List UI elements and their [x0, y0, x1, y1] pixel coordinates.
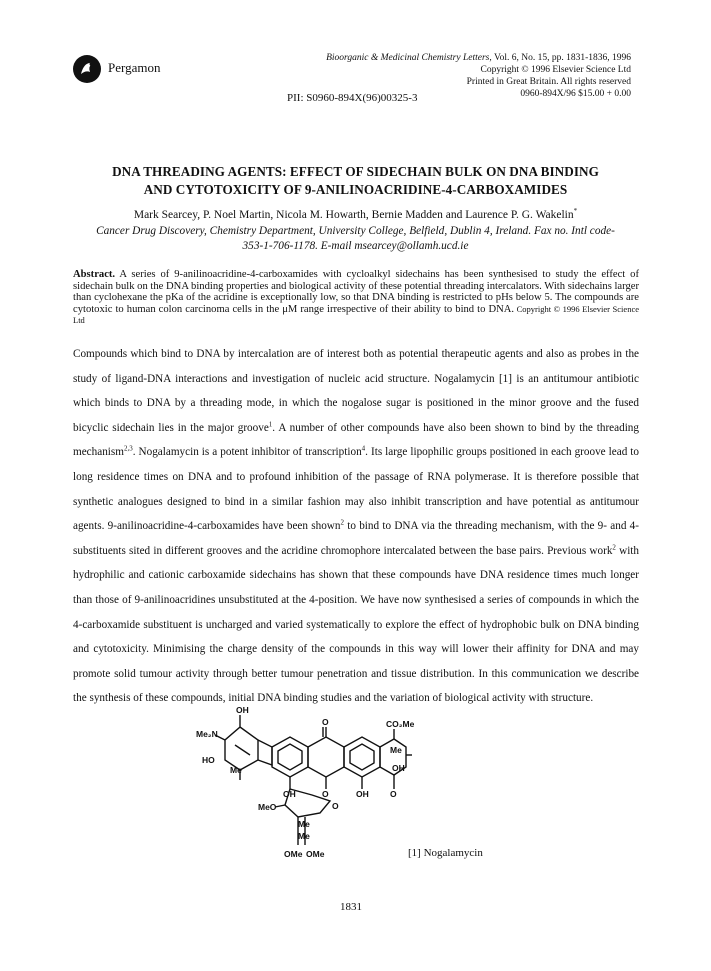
abstract: [73, 269, 639, 327]
label-ome-1: OMe: [284, 849, 303, 859]
paper-title: [60, 163, 651, 198]
label-me-right: Me: [390, 745, 402, 755]
citation-ref: 1: [268, 420, 273, 429]
authors: [60, 208, 651, 223]
journal-citation: [326, 52, 631, 64]
label-ketone-o: O: [322, 717, 329, 727]
citation-ref: 2: [340, 518, 344, 527]
label-sugar-me-1: Me: [298, 819, 310, 829]
pii: PII: S0960-894X(96)00325-3: [287, 92, 418, 104]
label-o-bottom-2: O: [390, 789, 397, 799]
abstract-text: A series of 9-anilinoacridine-4-carboxamides with cycloalkyl sidechains has been synthesised to study the effect of sidechain bulk on the DNA binding properties and biological activity of these potential threading intercalators. With sidechains larger than cyclohexane the pKa of the acridine is exceptionally low, so that DNA binding is restricted to pHs below 5. The compounds are cytotoxic to human colon carcinoma cells in the μM range irrespective of their ability to bind to DNA.: [73, 269, 639, 315]
label-o-bottom: O: [322, 789, 329, 799]
corresponding-mark: *: [573, 207, 578, 216]
citation-ref: 4: [361, 444, 366, 453]
label-oh-right: OH: [392, 763, 405, 773]
label-nme2: Me₂N: [196, 729, 218, 739]
body-text-3: . Nogalamycin is a potent inhibitor of transcription: [132, 446, 362, 459]
abstract-copyright: Copyright © 1996 Elsevier Science Ltd: [73, 303, 639, 326]
page-number: 1831: [340, 901, 362, 913]
pergamon-logo: [72, 54, 102, 84]
journal-ref: Vol. 6, No. 15, pp. 1831-1836, 1996: [491, 53, 631, 63]
copyright-line: Copyright © 1996 Elsevier Science Ltd: [480, 65, 631, 75]
body-text-6: with hydrophilic and cationic carboxamide sidechains has shown that these compounds have DNA residence times much longer than those of 9-anilinoacridines unsubstituted at the 4-position. We have now synthesised a series of compounds in which the 4-carboxamide substituent is uncharged and varied systematically to explore the effect of hydrophobic bulk on DNA binding and cytotoxicity. Minimising the charge density of the compounds in this way will lower their affinity for DNA and may promote solid tumour activity through better tumour penetration and tissue distribution. In this communication we describe the synthesis of these compounds, initial DNA binding studies and the variation of biological activity with structure.: [73, 544, 640, 705]
label-co2me: CO₂Me: [386, 719, 415, 729]
title-line-1: DNA THREADING AGENTS: EFFECT OF SIDECHAIN BULK ON DNA BINDING: [112, 164, 599, 179]
title-line-2: AND CYTOTOXICITY OF 9-ANILINOACRIDINE-4-CARBOXAMIDES: [143, 181, 568, 197]
citation-ref: 2: [612, 543, 616, 552]
structure-bonds: [215, 715, 412, 845]
label-ome-2: OMe: [306, 849, 325, 859]
figure-caption: [1] Nogalamycin: [408, 847, 483, 859]
author-list: Mark Searcey, P. Noel Martin, Nicola M. Howarth, Bernie Madden and Laurence P. G. Wakelin: [133, 209, 574, 221]
printed-line: Printed in Great Britain. All rights reserved: [466, 77, 631, 87]
body-text-5: to bind to DNA via the threading mechanism, with the 9- and 4-substituents sited in different grooves and the acridine chromophore intercalated between the base pairs. Previous work: [73, 520, 640, 557]
body-paragraph: [73, 342, 639, 711]
affiliation: Cancer Drug Discovery, Chemistry Department, University College, Belfield, Dublin 4, Ireland. Fax no. Intl code-353-1-706-1178. E-mail msearcey@ollamh.ucd.ie: [96, 225, 615, 252]
body-text-1: Compounds which bind to DNA by intercalation are of interest both as potential therapeutic agents and also as probes in the study of ligand-DNA interactions and investigation of nucleic acid structure. Nogalamycin [1] is an antitumour antibiotic which binds to DNA by a threading mode, in which the nogalose sugar is positioned in the minor groove and the fused bicyclic sidechain lies in the major groove: [73, 348, 639, 434]
label-ho: HO: [202, 755, 215, 765]
label-sugar-me-2: Me: [298, 831, 310, 841]
issn-line: 0960-894X/96 $15.00 + 0.00: [520, 89, 631, 99]
label-me-left: Me: [230, 765, 242, 775]
body-text-4: . Its large lipophilic groups positioned in each groove lead to long residence times on DNA and to profound inhibition of the passage of RNA polymerase. It is therefore possible that synthetic analogues designed to bind in a similar fashion may also inhibit transcription and have potential as antitumour agents. 9-anilinoacridine-4-carboxamides have been shown: [73, 446, 640, 533]
citation-ref: 2,3: [123, 444, 133, 453]
publisher-name: Pergamon: [108, 60, 161, 75]
label-oh-top: OH: [236, 705, 249, 715]
nogalamycin-structure: [180, 705, 415, 865]
label-oh-bottom-2: OH: [356, 789, 369, 799]
body-text-2: . A number of other compounds have also been shown to bind by the threading mechanism: [73, 421, 639, 459]
label-oh-bottom-1: OH: [283, 789, 296, 799]
label-meo: MeO: [258, 802, 277, 812]
label-sugar-o: O: [332, 801, 339, 811]
journal-name: Bioorganic & Medicinal Chemistry Letters,: [326, 53, 492, 63]
abstract-label: Abstract.: [73, 269, 116, 280]
